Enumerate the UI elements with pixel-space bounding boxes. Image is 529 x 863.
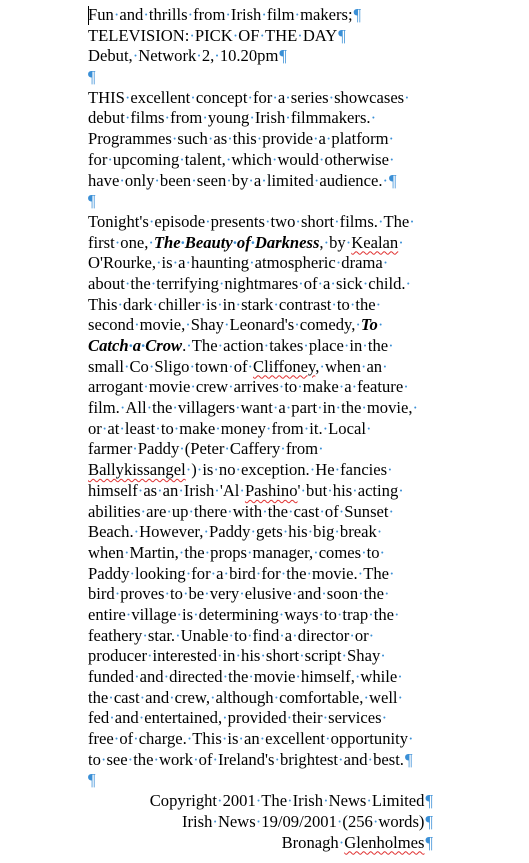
- header-line: [88, 46, 433, 67]
- document-body[interactable]: [88, 5, 433, 853]
- text-run: Fun·and·thrills·from·Irish·film·makers;: [88, 5, 353, 24]
- paragraph-mark: ¶: [353, 5, 362, 24]
- text-run: .·The·action·takes·place·in·the: [182, 336, 389, 355]
- body-line: producer·interested·in·his·short·script·Shay·: [88, 646, 386, 666]
- body-line: or·at·least·to·make·money·from·it.·Local·: [88, 418, 372, 438]
- body-line: Paddy·looking·for·a·bird·for·the·movie.·The·: [88, 563, 395, 583]
- body-line: farmer·Paddy·(Peter·Caffery·from·: [88, 439, 324, 459]
- body-line: THIS·excellent·concept·for·a·series·showcases·: [88, 87, 410, 107]
- text-run: Irish·News·19/09/2001·(256·words): [182, 811, 425, 831]
- text-run: or·at·least·to·make·money·from·it.·Local: [88, 418, 366, 438]
- text-run: debut·films·from·young·Irish·filmmakers.: [88, 108, 371, 128]
- text-run: bird·proves·to·be·very·elusive·and·soon·the: [88, 584, 384, 604]
- text-run: film.·All·the·villagers·want·a·part·in·the·movie,: [88, 398, 413, 418]
- text-run: O'Rourke,·is·a·haunting·atmospheric·drama: [88, 253, 383, 273]
- text-run: farmer·Paddy·(Peter·Caffery·from: [88, 439, 319, 459]
- text-run: feathery·star.·Unable·to·find·a·director·or: [88, 625, 369, 645]
- body-line: O'Rourke,·is·a·haunting·atmospheric·drama·: [88, 253, 389, 273]
- text-run: Paddy·looking·for·a·bird·for·the·movie.·The: [88, 563, 389, 583]
- text-run: about·the·terrifying·nightmares·of·a·sick·child.: [88, 273, 406, 293]
- text-run: Beach.·However,·Paddy·gets·his·big·break: [88, 522, 377, 542]
- text-run: '·but·his·acting: [297, 480, 399, 500]
- body-line: Tonight's·episode·presents·two·short·films.·The·: [88, 211, 415, 231]
- text-run: small·Co·Sligo·town·of·: [88, 356, 254, 376]
- text-run: Bronagh·: [281, 832, 345, 852]
- paragraph-mark: ¶: [279, 46, 287, 66]
- paragraph-mark: ¶: [88, 770, 96, 790]
- text-run: Debut,·Network·2,·10.20pm: [88, 46, 279, 66]
- text-run: fed·and·entertained,·provided·their·services: [88, 708, 382, 728]
- footer-line: [88, 812, 433, 833]
- text-run: the·cast·and·crew,·although·comfortable,·well: [88, 687, 398, 707]
- empty-paragraph: [88, 67, 433, 88]
- text-run: Copyright·2001·The·Irish·News·Limited: [149, 791, 425, 811]
- text-run: to·see·the·work·of·Ireland's·brightest·and·best.: [88, 749, 404, 769]
- spelling-flagged-word: Kealan: [351, 232, 399, 252]
- spelling-flagged-word: Ballykissangel: [88, 460, 186, 480]
- text-run: for·upcoming·talent,·which·would·otherwise: [88, 149, 389, 169]
- text-run: first·one,·: [88, 232, 154, 252]
- body-line: himself·as·an·Irish·'Al·Pashino'·but·his·acting·: [88, 480, 404, 500]
- body-line: first·one,·The·Beauty·of·Darkness,·by·Kealan·: [88, 232, 404, 252]
- body-line: for·upcoming·talent,·which·would·otherwise·: [88, 149, 395, 169]
- footer-line: [88, 833, 433, 854]
- body-line: Catch·a·Crow.·The·action·takes·place·in·the·: [88, 336, 394, 355]
- text-run: himself·as·an·Irish·'Al·: [88, 480, 245, 500]
- italic-title-text: Catch·a·Crow: [88, 336, 183, 355]
- text-run: producer·interested·in·his·short·script·Shay: [88, 646, 381, 666]
- body-line: second·movie,·Shay·Leonard's·comedy,·To·: [88, 315, 384, 335]
- spelling-flagged-word: Pashino: [244, 480, 298, 500]
- text-run: second·movie,·Shay·Leonard's·comedy,·: [88, 315, 361, 335]
- text-run: entire·village·is·determining·ways·to·trap·the: [88, 604, 395, 624]
- paragraph-mark: ¶: [425, 811, 433, 831]
- spelling-flagged-word: Cliffoney: [253, 356, 316, 376]
- text-run: when·Martin,·the·props·manager,·comes·to: [88, 542, 380, 562]
- empty-paragraph: [88, 770, 433, 791]
- paragraph-mark: ¶: [389, 170, 397, 190]
- paragraph-mark: ¶: [338, 25, 346, 45]
- text-run: ·)·is·no·exception.·He·fancies: [185, 460, 388, 480]
- body-line: have·only·been·seen·by·a·limited·audience.·¶: [88, 170, 397, 190]
- body-line: small·Co·Sligo·town·of·Cliffoney,·when·an·: [88, 356, 388, 376]
- spelling-flagged-word: Glenholmes: [344, 832, 425, 852]
- text-run: ,·when·an: [315, 356, 383, 376]
- text-run: TELEVISION:·PICK·OF·THE·DAY: [88, 25, 338, 45]
- paragraph-mark: ¶: [425, 791, 433, 811]
- body-line: feathery·star.·Unable·to·find·a·director·or·: [88, 625, 375, 645]
- body-line: when·Martin,·the·props·manager,·comes·to·: [88, 542, 386, 562]
- text-run: ,·by·: [319, 232, 352, 252]
- paragraph-mark: ¶: [88, 191, 96, 211]
- body-line: entire·village·is·determining·ways·to·trap·the·: [88, 604, 400, 624]
- text-run: funded·and·directed·the·movie·himself,·while: [88, 667, 398, 686]
- body-line: Programmes·such·as·this·provide·a·platform·: [88, 129, 395, 149]
- body-line: debut·films·from·young·Irish·filmmakers.·: [88, 108, 377, 128]
- body-line: Beach.·However,·Paddy·gets·his·big·break·: [88, 522, 383, 542]
- italic-title-text: The·Beauty·of·Darkness: [153, 232, 320, 252]
- paragraph-mark: ¶: [404, 749, 413, 769]
- text-run: THIS·excellent·concept·for·a·series·showcases: [88, 87, 405, 107]
- body-line: fed·and·entertained,·provided·their·services·: [88, 708, 388, 728]
- paragraph-mark: ¶: [88, 67, 96, 87]
- text-run: This·dark·chiller·is·in·stark·contrast·to·the: [88, 294, 376, 314]
- paragraph-mark: ¶: [425, 832, 433, 852]
- body-line: This·dark·chiller·is·in·stark·contrast·to·the·: [88, 294, 382, 314]
- body-line: abilities·are·up·there·with·the·cast·of·Sunset·: [88, 501, 395, 521]
- footer-line: [88, 791, 433, 812]
- body-line: funded·and·directed·the·movie·himself,·while·: [88, 667, 403, 686]
- body-line: arrogant·movie·crew·arrives·to·make·a·feature·: [88, 377, 409, 397]
- text-run: Programmes·such·as·this·provide·a·platform: [88, 129, 389, 149]
- text-run: free·of·charge.·This·is·an·excellent·opportunity: [88, 729, 409, 749]
- body-line: Ballykissangel·)·is·no·exception.·He·fancies·: [88, 460, 393, 480]
- text-run: Tonight's·episode·presents·two·short·films.·The: [88, 211, 410, 231]
- body-line: [88, 750, 433, 771]
- body-line: bird·proves·to·be·very·elusive·and·soon·the·: [88, 584, 390, 604]
- text-run: arrogant·movie·crew·arrives·to·make·a·feature: [88, 377, 404, 397]
- header-line: [88, 5, 433, 26]
- empty-paragraph: [88, 191, 433, 212]
- body-line: about·the·terrifying·nightmares·of·a·sick·child.·: [88, 273, 412, 293]
- italic-title-text: To: [360, 315, 378, 335]
- header-line: [88, 26, 433, 47]
- text-run: abilities·are·up·there·with·the·cast·of·Sunset: [88, 501, 389, 521]
- body-line: film.·All·the·villagers·want·a·part·in·the·movie,·: [88, 398, 419, 418]
- body-line: free·of·charge.·This·is·an·excellent·opportunity·: [88, 729, 414, 749]
- body-line: the·cast·and·crew,·although·comfortable,·well·: [88, 687, 404, 707]
- text-run: have·only·been·seen·by·a·limited·audience.: [88, 170, 383, 190]
